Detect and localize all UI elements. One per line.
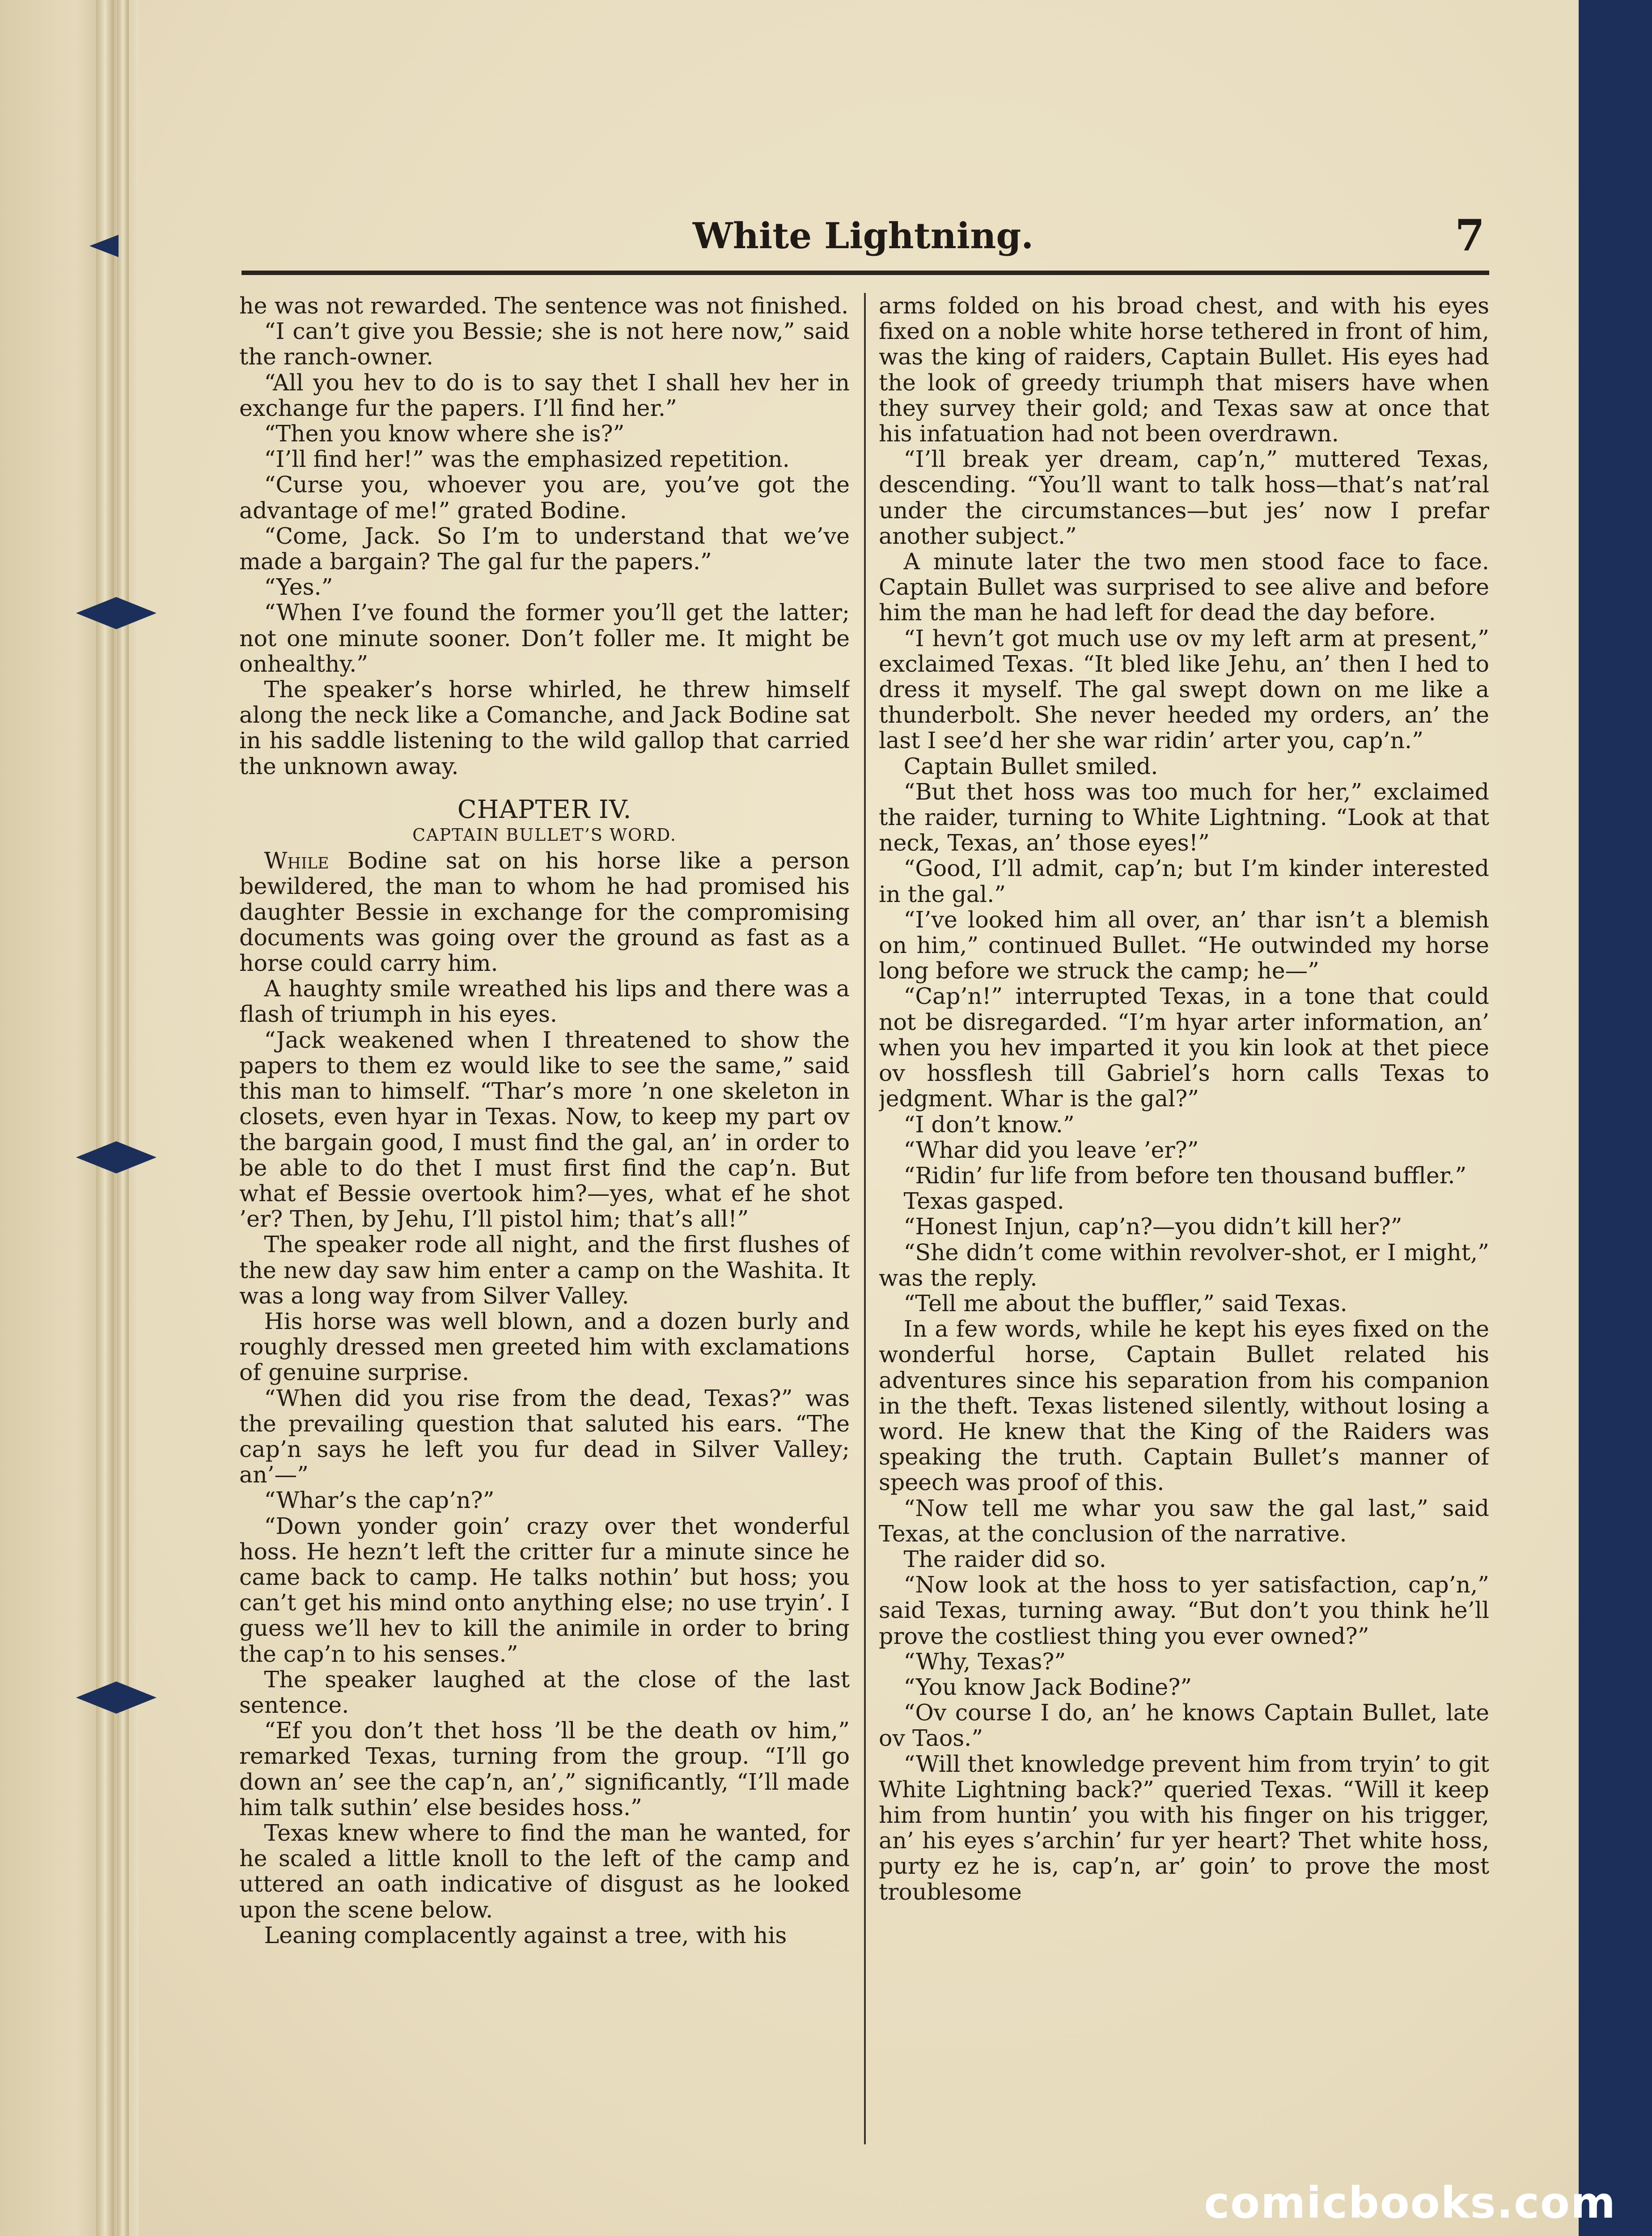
paragraph: A minute later the two men stood face to face. Captain Bullet was surprised to see alive and before him the man he had left for dead the day before.: [879, 548, 1489, 626]
chapter-subtitle: CAPTAIN BULLET’S WORD.: [412, 825, 677, 845]
binding-spine-fold: [117, 0, 129, 2236]
paragraph: “She didn’t come within revolver-shot, er I might,” was the reply.: [879, 1239, 1489, 1291]
drop-word: While: [264, 847, 329, 874]
staple-notch: [76, 597, 157, 629]
paragraph: “Whar’s the cap’n?”: [264, 1487, 495, 1514]
paragraph: “Now tell me whar you saw the gal last,” said Texas, at the conclusion of the narrative.: [879, 1495, 1489, 1547]
paragraph: “Why, Texas?”: [903, 1648, 1066, 1675]
paragraph: “I’ll find her!” was the emphasized repetition.: [264, 446, 790, 473]
paragraph: “When did you rise from the dead, Texas?” was the prevailing question that saluted his ears. “The cap’n says he left you fur dead in Silver Valley; an’—”: [239, 1385, 850, 1488]
paragraph: he was not rewarded. The sentence was not finished.: [239, 293, 849, 319]
running-title: White Lightning.: [692, 215, 1034, 257]
paragraph: “I can’t give you Bessie; she is not here now,” said the ranch-owner.: [239, 318, 850, 370]
column-divider: [864, 293, 866, 2144]
paragraph: “Tell me about the buffler,” said Texas.: [903, 1290, 1347, 1317]
site-watermark: comicbooks.com: [1204, 2178, 1616, 2228]
paragraph: “All you hev to do is to say thet I shall hev her in exchange fur the papers. I’ll find her.”: [239, 369, 850, 421]
paragraph: “Cap’n!” interrupted Texas, in a tone that could not be disregarded. “I’m hyar arter information, an’ when you hev imparted it you kin look at thet piece ov hossflesh till Gabriel’s horn calls Texas to jedgment. Whar is the gal?”: [879, 983, 1489, 1112]
opening-text: Bodine sat on his horse like a person bewildered, the man to whom he had promised his daughter Bessie in exchange for the compromising documents was going over the ground as fast as a horse could carry him.: [239, 847, 850, 977]
paragraph: “Now look at the hoss to yer satisfaction, cap’n,” said Texas, turning away. “But don’t you think he’ll prove the costliest thing you ever owned?”: [879, 1571, 1489, 1649]
staple-notch: [76, 1681, 157, 1714]
paragraph: arms folded on his broad chest, and with his eyes fixed on a noble white horse tethered in front of him, was the king of raiders, Captain Bullet. His eyes had the look of greedy triumph that misers have when they survey their gold; and Texas saw at once that his infatuation had not been overdrawn.: [879, 293, 1489, 447]
chapter-opening-paragraph: [239, 848, 850, 976]
paragraph: “Ov course I do, an’ he knows Captain Bullet, late ov Taos.”: [879, 1699, 1489, 1752]
binding-spine: [96, 0, 114, 2236]
paragraph: The speaker laughed at the close of the last sentence.: [239, 1666, 850, 1718]
paragraph: Captain Bullet smiled.: [903, 753, 1158, 779]
paragraph: “Good, I’ll admit, cap’n; but I’m kinder interested in the gal.”: [879, 855, 1489, 907]
running-header: [241, 210, 1485, 259]
paragraph: The raider did so.: [903, 1546, 1106, 1572]
header-rule: [241, 271, 1489, 275]
paragraph: The speaker rode all night, and the first flushes of the new day saw him enter a camp on the Washita. It was a long way from Silver Valley.: [239, 1231, 850, 1309]
paragraph: His horse was well blown, and a dozen burly and roughly dressed men greeted him with exclamations of genuine surprise.: [239, 1308, 850, 1386]
paragraph: “Ef you don’t thet hoss ’ll be the death ov him,” remarked Texas, turning from the group. “I’ll go down an’ see the cap’n, an’,” significantly, “I’ll made him talk suthin’ else besides hoss.”: [239, 1717, 850, 1821]
paragraph: “Come, Jack. So I’m to understand that we’ve made a bargain? The gal fur the papers.”: [239, 522, 850, 575]
paragraph: “Honest Injun, cap’n?—you didn’t kill her?”: [903, 1213, 1402, 1240]
paragraph: “I hevn’t got much use ov my left arm at present,” exclaimed Texas. “It bled like Jehu, an’ then I hed to dress it myself. The gal swept down on me like a thunderbolt. She never heeded my orders, an’ the last I see’d her she war ridin’ arter you, cap’n.”: [879, 625, 1489, 754]
paragraph: A haughty smile wreathed his lips and there was a flash of triumph in his eyes.: [239, 975, 850, 1028]
paragraph: Leaning complacently against a tree, with his: [264, 1922, 787, 1948]
paragraph: “Ridin’ fur life from before ten thousand buffler.”: [903, 1162, 1467, 1189]
paragraph: “Then you know where she is?”: [264, 420, 625, 447]
page-number: 7: [1455, 210, 1485, 261]
paragraph: The speaker’s horse whirled, he threw himself along the neck like a Comanche, and Jack Bodine sat in his saddle listening to the wild gallop that carried the unknown away.: [239, 676, 850, 779]
paragraph: “Whar did you leave ’er?”: [903, 1136, 1199, 1163]
paragraph: “I don’t know.”: [903, 1111, 1075, 1138]
paragraph: “Curse you, whoever you are, you’ve got the advantage of me!” grated Bodine.: [239, 471, 850, 524]
paragraph: “I’ll break yer dream, cap’n,” muttered Texas, descending. “You’ll want to talk hoss—that’s nat’ral under the circumstances—but jes’ now I prefar another subject.”: [879, 446, 1489, 549]
paragraph: “Will thet knowledge prevent him from tryin’ to git White Lightning back?” queried Texas. “Will it keep him from huntin’ you with his finger on his trigger, an’ his eyes s’archin’ fur yer heart? Thet white hoss, purty ez he is, cap’n, ar’ goin’ to prove the most troublesome: [879, 1750, 1489, 1905]
paragraph: “When I’ve found the former you’ll get the latter; not one minute sooner. Don’t foller me. It might be onhealthy.”: [239, 599, 850, 677]
left-column: [239, 293, 850, 2126]
paragraph: “Jack weakened when I threatened to show the papers to them ez would like to see the same,” said this man to himself. “Thar’s more ’n one skeleton in closets, even hyar in Texas. Now, to keep my part ov the bargain good, I must find the gal, an’ in order to be able to do thet I must first find the cap’n. But what ef Bessie overtook him?—yes, what ef he shot ’er? Then, by Jehu, I’ll pistol him; that’s all!”: [239, 1026, 850, 1232]
paragraph: “Yes.”: [264, 574, 333, 601]
paragraph: “But thet hoss was too much for her,” exclaimed the raider, turning to White Lightning. “Look at that neck, Texas, an’ those eyes!”: [879, 778, 1489, 856]
paragraph: “You know Jack Bodine?”: [903, 1673, 1192, 1700]
staple-notch: [76, 1141, 157, 1173]
right-column: [879, 293, 1489, 2126]
chapter-title: CHAPTER IV.: [457, 795, 632, 824]
paragraph: “Down yonder goin’ crazy over thet wonderful hoss. He hezn’t left the critter fur a minute since he came back to camp. He talks nothin’ but hoss; you can’t get his mind onto anything else; no use tryin’. I guess we’ll hev to kill the animile in order to bring the cap’n to his senses.”: [239, 1512, 850, 1667]
paragraph: “I’ve looked him all over, an’ thar isn’t a blemish on him,” continued Bullet. “He outwinded my horse long before we struck the camp; he—”: [879, 906, 1489, 984]
paragraph: Texas gasped.: [903, 1188, 1064, 1215]
paragraph: Texas knew where to find the man he wanted, for he scaled a little knoll to the left of the camp and uttered an oath indicative of disgust as he looked upon the scene below.: [239, 1819, 850, 1923]
paragraph: In a few words, while he kept his eyes fixed on the wonderful horse, Captain Bullet related his adventures since his separation from his companion in the theft. Texas listened silently, without losing a word. He knew that the King of the Raiders was speaking the truth. Captain Bullet’s manner of speech was proof of this.: [879, 1316, 1489, 1496]
staple-notch: [89, 235, 148, 257]
